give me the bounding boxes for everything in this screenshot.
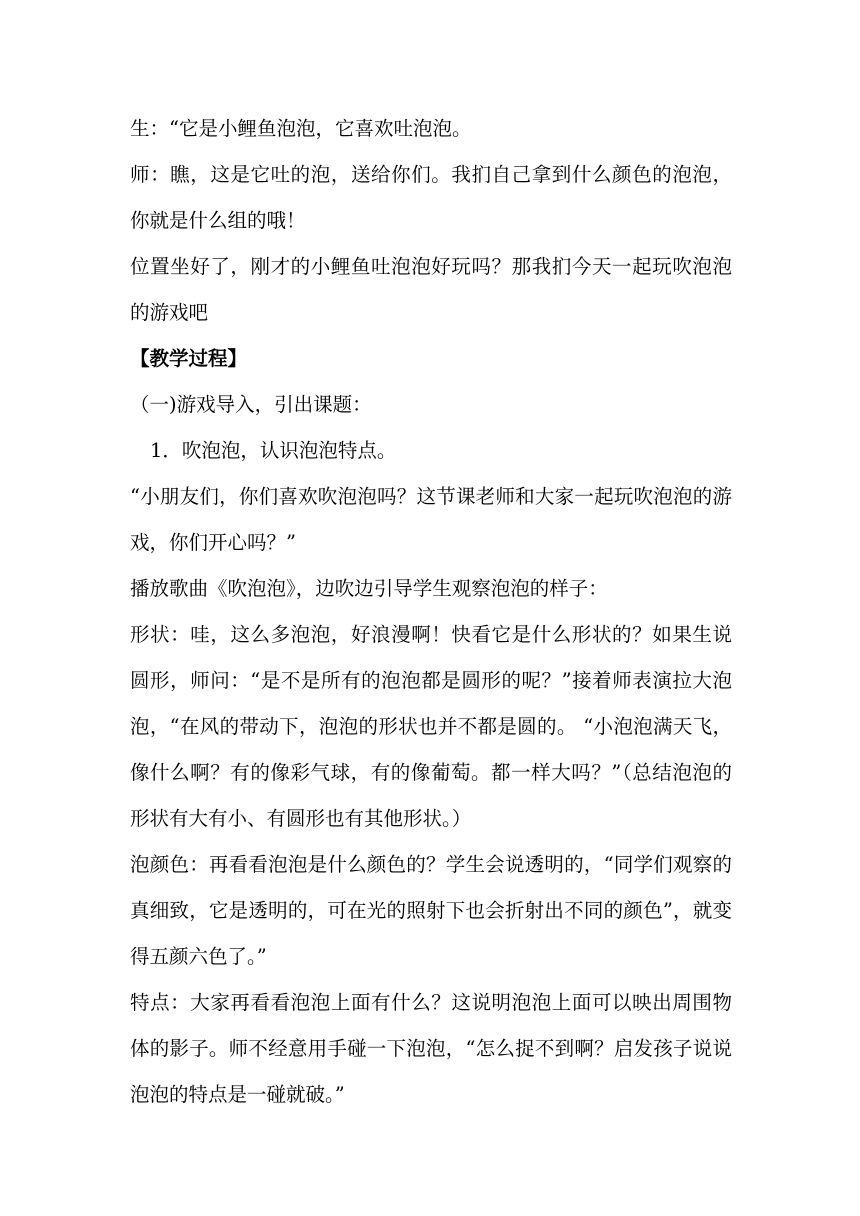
- song-paragraph: 播放歌曲《吹泡泡》，边吹边引导学生观察泡泡的样子：: [130, 577, 608, 600]
- feature-paragraph: 特点：大家再看看泡泡上面有什么？这说明泡泡上面可以映出周围物体的影子。师不经意用手碰一下泡泡，“怎么捉不到啊？启发孩子说说泡泡的特点是一碰就破。”: [130, 991, 732, 1106]
- shape-paragraph: 形状：哇，这么多泡泡，好浪漫啊！快看它是什么形状的？如果生说圆形，师问：“是不是所有的泡泡都是圆形的呢？”接着师表演拉大泡泡，“在风的带动下，泡泡的形状也并不都是圆的。 “小泡泡满天飞，像什么啊？有的像彩气球，有的像葡萄。都一样大吗？”（总结泡泡的形状有大有小、有圆形也有其他形状。）: [130, 623, 732, 830]
- section-heading-teaching-process: 【教学过程】: [130, 347, 248, 370]
- numbered-item-1: 1．吹泡泡，认识泡泡特点。: [150, 439, 397, 462]
- teacher-question-paragraph: “小朋友们，你们喜欢吹泡泡吗？这节课老师和大家一起玩吹泡泡的游戏，你们开心吗？”: [130, 485, 732, 554]
- document-body: [130, 106, 732, 1118]
- transition-paragraph: 位置坐好了，刚才的小鲤鱼吐泡泡好玩吗？那我扪今天一起玩吹泡泡的游戏吧: [130, 255, 732, 324]
- subsection-heading-game-intro: （一)游戏导入，引出课题：: [130, 393, 372, 416]
- dialogue-student-line: 生：“它是小鲤鱼泡泡，它喜欢吐泡泡。: [130, 117, 472, 140]
- dialogue-teacher-line: 师：瞧，这是它吐的泡，送给你们。我扪自己拿到什么颜色的泡泡，你就是什么组的哦！: [130, 163, 732, 232]
- color-paragraph: 泡颜色：再看看泡泡是什么颜色的？学生会说透明的，“同学们观察的真细致，它是透明的，可在光的照射下也会折射出不同的颜色”，就变得五颜六色了。”: [130, 853, 732, 968]
